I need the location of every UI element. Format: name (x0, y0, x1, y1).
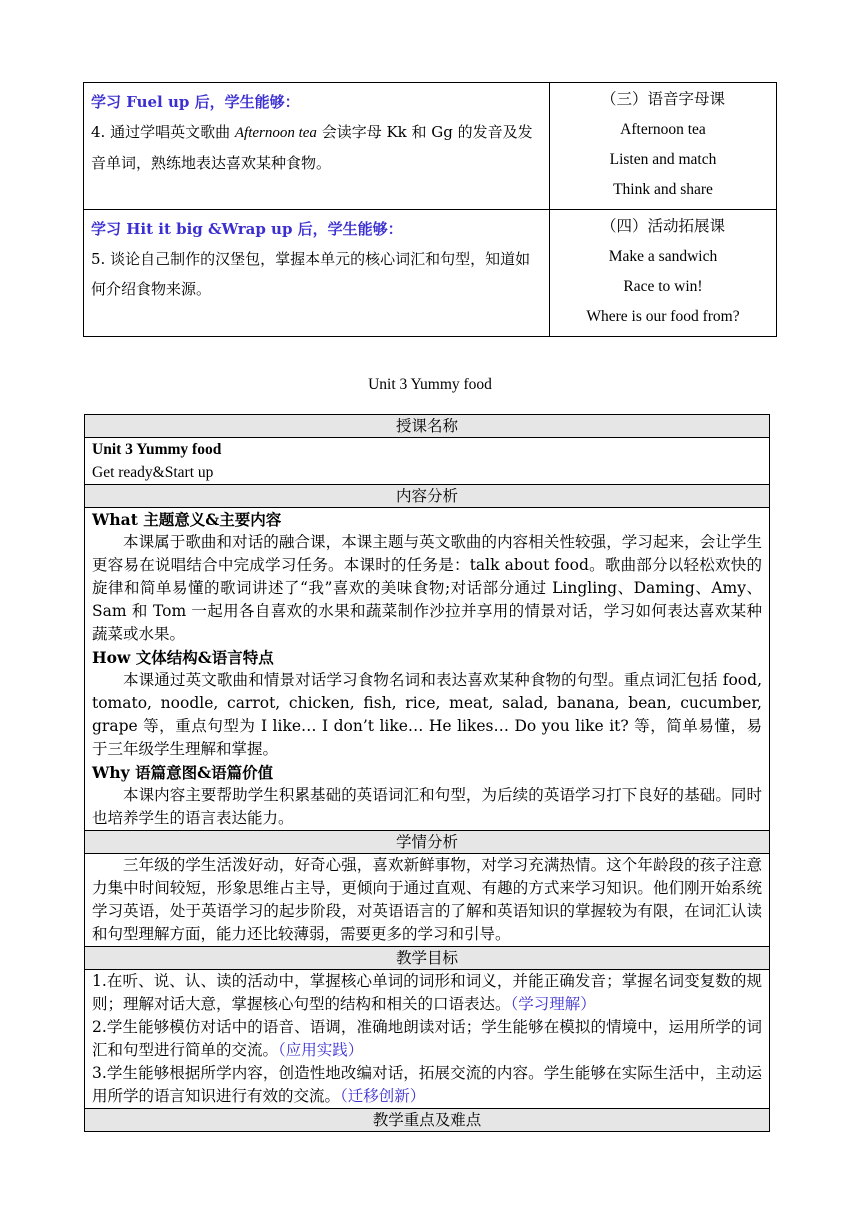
why-heading: Why 语篇意图&语篇价值 (92, 763, 274, 782)
course-name-cell (85, 438, 770, 485)
objective-tag: （学习理解） (510, 995, 596, 1013)
objective-item (92, 1016, 762, 1062)
lesson-list-cell (550, 210, 777, 337)
goal-text-part: 会读字母 Kk 和 Gg 的发音及发音单词，熟练地表达喜欢某种食物。 (91, 123, 533, 172)
objective-text: 2.学生能够模仿对话中的语音、语调，准确地朗读对话；学生能够在模拟的情境中，运用所学的词汇和句型进行简单的交流。 (92, 1018, 762, 1059)
table-row (85, 485, 770, 508)
how-text: 本课通过英文歌曲和情景对话学习食物名词和表达喜欢某种食物的句型。重点词汇包括 food, tomato, noodle, carrot, chicken, fish, rice, meat, salad, banana, bean, cucumber, grape 等，重点句型为 I like… I don’t like… He likes… Do you like it? 等，简单易懂，易于三年级学生理解和掌握。 (92, 671, 762, 758)
section-header-content: 内容分析 (85, 485, 770, 508)
lesson-plan-table (84, 414, 770, 1132)
lesson-item: Race to win! (623, 278, 703, 295)
unit-overview-table (83, 82, 777, 337)
table-row (85, 947, 770, 970)
objective-tag: （应用实践） (278, 1041, 364, 1059)
table-row (84, 210, 777, 337)
table-row (85, 438, 770, 485)
section-header-course-name: 授课名称 (85, 415, 770, 438)
course-subtitle: Get ready&Start up (92, 464, 214, 481)
objective-text: 1.在听、说、认、读的活动中，掌握核心单词的词形和词义，并能正确发音；掌握名词变复数的规则；理解对话大意，掌握核心句型的结构和相关的口语表达。 (92, 972, 762, 1013)
section-header-learner: 学情分析 (85, 831, 770, 854)
course-title: Unit 3 Yummy food (92, 441, 222, 458)
table-row (85, 1109, 770, 1132)
lesson-item: Listen and match (609, 151, 717, 168)
learner-text: 三年级的学生活泼好动，好奇心强，喜欢新鲜事物，对学习充满热情。这个年龄段的孩子注意力集中时间较短，形象思维占主导，更倾向于通过直观、有趣的方式来学习知识。他们刚开始系统学习英语，处于英语学习的起步阶段，对英语语言的了解和英语知识的掌握较为有限，在词汇认读和句型理解方面，能力还比较薄弱，需要更多的学习和引导。 (92, 856, 762, 943)
objective-item (92, 1062, 762, 1108)
section-header-objectives: 教学目标 (85, 947, 770, 970)
table-row (85, 415, 770, 438)
what-text: 本课属于歌曲和对话的融合课，本课主题与英文歌曲的内容相关性较强，学习起来，会让学生更容易在说唱结合中完成学习任务。本课时的任务是：talk about food。歌曲部分以轻松欢快的旋律和简单易懂的歌词讲述了“我”喜欢的美味食物;对话部分通过 Lingling、Daming、Amy、Sam 和 Tom 一起用各自喜欢的水果和蔬菜制作沙拉并享用的情景对话，学习如何表达喜欢某种蔬菜或水果。 (92, 533, 762, 643)
table-row (85, 831, 770, 854)
unit-caption: Unit 3 Yummy food (368, 376, 492, 393)
lesson-item: Where is our food from? (586, 308, 740, 325)
lesson-item: Make a sandwich (608, 248, 718, 265)
goal-cell (84, 83, 550, 210)
table-row (85, 854, 770, 947)
lesson-type: （三）语音字母课 (600, 91, 725, 108)
goal-text-part: 4. 通过学唱英文歌曲 (91, 123, 235, 141)
why-text: 本课内容主要帮助学生积累基础的英语词汇和句型，为后续的英语学习打下良好的基础。同时也培养学生的语言表达能力。 (92, 786, 762, 827)
objectives-cell (85, 970, 770, 1109)
objective-item (92, 970, 762, 1016)
goal-heading: 学习 Fuel up 后，学生能够： (91, 93, 300, 111)
lesson-list-cell (550, 83, 777, 210)
goal-text (91, 117, 542, 178)
what-heading: What 主题意义&主要内容 (92, 510, 282, 529)
lesson-item: Think and share (613, 181, 713, 198)
how-heading: How 文体结构&语言特点 (92, 648, 274, 667)
section-header-key-points: 教学重点及难点 (85, 1109, 770, 1132)
objective-tag: （迁移创新） (340, 1087, 426, 1105)
goal-text: 5. 谈论自己制作的汉堡包，掌握本单元的核心词汇和句型，知道如何介绍食物来源。 (91, 250, 531, 298)
goal-heading: 学习 Hit it big &Wrap up 后，学生能够： (91, 220, 403, 238)
table-row (85, 970, 770, 1109)
lesson-item: Afternoon tea (620, 121, 706, 138)
objective-text: 3.学生能够根据所学内容，创造性地改编对话，拓展交流的内容。学生能够在实际生活中，主动运用所学的语言知识进行有效的交流。 (92, 1064, 762, 1105)
table-row (85, 508, 770, 831)
table-row (84, 83, 777, 210)
content-analysis-cell (85, 508, 770, 831)
song-title: Afternoon tea (234, 125, 317, 141)
goal-cell (84, 210, 550, 337)
lesson-type: （四）活动拓展课 (600, 218, 725, 235)
learner-analysis-cell (85, 854, 770, 947)
